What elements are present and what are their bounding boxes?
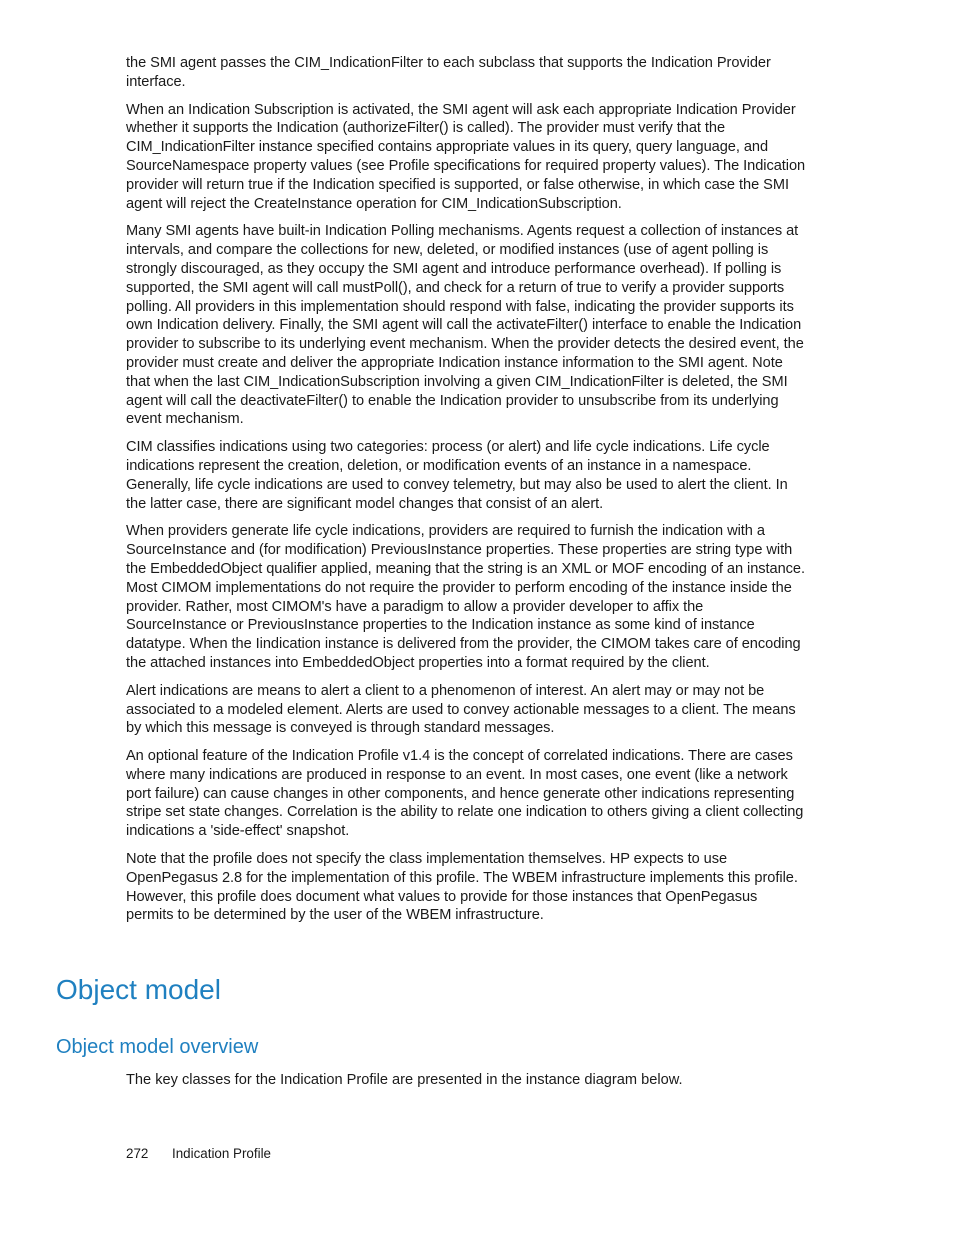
page-number: 272	[126, 1146, 149, 1161]
paragraph-indication-polling: Many SMI agents have built-in Indication Polling mechanisms. Agents request a collection of instances at intervals, and compare the collections for new, deleted, or modified instances (use of agent polling is strongly discouraged, as they occupy the SMI agent and introduce performance overhead). If polling is supported, the SMI agent will call mustPoll(), and check for a return of true to verify a provider supports polling. All providers in this implementation should respond with false, indicating the provider supports its own Indication delivery. Finally, the SMI agent will call the activateFilter() interface to enable the Indication provider to subscribe to its underlying event mechanism. When the provider detects the desired event, the provider must create and deliver the appropriate Indication instance information to the SMI agent. Note that when the last CIM_IndicationSubscription involving a given CIM_IndicationFilter is deleted, the SMI agent will call the deactivateFilter() to enable the Indication provider to unsubscribe from its underlying event mechanism.	[126, 223, 804, 428]
paragraph-filter-subclass: the SMI agent passes the CIM_IndicationFilter to each subclass that supports the Indication Provider interface.	[126, 55, 771, 90]
paragraph-subscription-activation: When an Indication Subscription is activated, the SMI agent will ask each appropriate Indication Provider whether it supports the Indication (authorizeFilter() is called). The provider must verify that the CIM_IndicationFilter instance specified contains appropriate values in its query, query language, and SourceNamespace property values (see Profile specifications for required property values). The Indication provider will return true if the Indication specified is supported, or false otherwise, in which case the SMI agent will reject the CreateInstance operation for CIM_IndicationSubscription.	[126, 101, 806, 212]
paragraph-cim-classification: CIM classifies indications using two categories: process (or alert) and life cycle indications. Life cycle indications represent the creation, deletion, or modification events of an instance in a namespace. Generally, life cycle indications are used to convey telemetry, but may also be used to alert the client. In the latter case, there are significant model changes that consist of an alert.	[126, 439, 788, 512]
paragraph-life-cycle-indications: When providers generate life cycle indications, providers are required to furnish the indication with a SourceInstance and (for modification) PreviousInstance properties. These properties are string type with the EmbeddedObject qualifier applied, meaning that the string is an XML or MOF encoding of an instance. Most CIMOM implementations do not require the provider to perform encoding of the instance inside the provider. Rather, most CIMOM's have a paradigm to allow a provider developer to affix the SourceInstance or PreviousInstance properties to the Indication instance as some kind of instance datatype. When the Iindication instance is delivered from the provider, the CIMOM takes care of encoding the attached instances into EmbeddedObject properties into a format required by the client.	[126, 523, 805, 671]
paragraph-alert-indications: Alert indications are means to alert a client to a phenomenon of interest. An alert may or may not be associated to a modeled element. Alerts are used to convey actionable messages to a client. The means by which this message is conveyed is through standard messages.	[126, 682, 796, 737]
subsection-intro: The key classes for the Indication Profile are presented in the instance diagram below.	[126, 1072, 683, 1088]
page-footer	[126, 1145, 271, 1163]
running-title: Indication Profile	[172, 1146, 271, 1161]
paragraph-correlated-indications: An optional feature of the Indication Profile v1.4 is the concept of correlated indications. There are cases where many indications are produced in response to an event. In most cases, one event (like a network port failure) can cause changes in other components, and hence generate other indications representing stripe set state changes. Correlation is the ability to relate one indication to others giving a client collecting indications a 'side-effect' snapshot.	[126, 748, 804, 840]
body-text	[126, 54, 806, 934]
section-title: Object model	[56, 974, 221, 1005]
subsection-title: Object model overview	[56, 1036, 259, 1058]
paragraph-class-implementation-note: Note that the profile does not specify the class implementation themselves. HP expects to use OpenPegasus 2.8 for the implementation of this profile. The WBEM infrastructure implements this profile. However, this profile does document what values to provide for those instances that OpenPegasus permits to be determined by the user of the WBEM infrastructure.	[126, 851, 798, 924]
